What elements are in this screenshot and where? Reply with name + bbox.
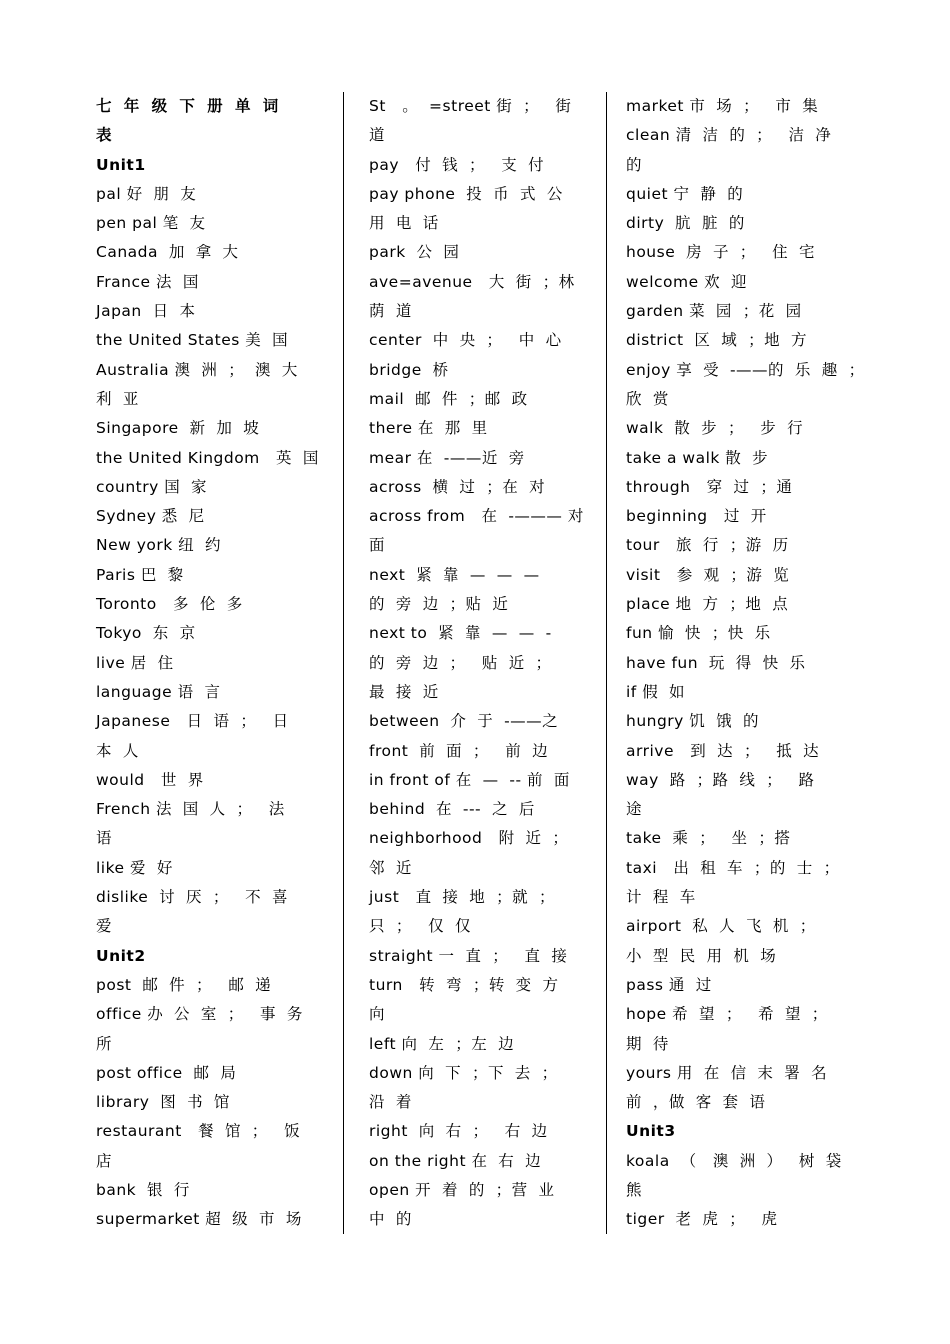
vocab-line: New york 纽 约 — [96, 536, 222, 555]
vocab-line: 只 ； 仅 仅 — [369, 917, 471, 936]
vocab-line: house 房 子 ； 住 宅 — [626, 243, 815, 262]
heading-line: 七 年 级 下 册 单 词 — [96, 97, 279, 115]
vocab-line: Australia 澳 洲 ； 澳 大 — [96, 360, 298, 379]
vocab-line: 最 接 近 — [369, 682, 439, 701]
vocab-line: Canada 加 拿 大 — [96, 243, 239, 262]
vocab-line: 计 程 车 — [626, 888, 696, 907]
column-divider-2 — [606, 92, 607, 1234]
vocab-line: place 地 方 ；地 点 — [626, 595, 789, 614]
vocab-line: arrive 到 达 ； 抵 达 — [626, 741, 820, 760]
vocab-line: open 开 着 的 ；营 业 — [369, 1180, 555, 1199]
vocab-line: straight 一 直 ； 直 接 — [369, 946, 568, 965]
vocab-line: Sydney 悉 尼 — [96, 507, 205, 526]
vocab-line: down 向 下 ；下 去 ； — [369, 1063, 558, 1082]
vocab-line: left 向 左 ；左 边 — [369, 1034, 515, 1053]
vocab-line: dirty 肮 脏 的 — [626, 214, 745, 233]
vocab-line: hungry 饥 饿 的 — [626, 712, 759, 731]
vocab-line: 中 的 — [369, 1210, 412, 1229]
vocab-line: 欣 赏 — [626, 389, 669, 408]
vocab-line: 期 待 — [626, 1034, 669, 1053]
vocab-line: garden 菜 园 ；花 园 — [626, 302, 802, 321]
vocab-line: visit 参 观 ；游 览 — [626, 565, 790, 584]
vocab-line: post 邮 件 ； 邮 递 — [96, 975, 272, 994]
vocab-line: between 介 于 -——之 — [369, 712, 559, 731]
column-divider-1 — [343, 92, 344, 1234]
column-3 — [626, 92, 866, 1235]
vocab-line: pen pal 笔 友 — [96, 214, 206, 233]
vocab-line: center 中 央 ； 中 心 — [369, 331, 562, 350]
vocab-line: take 乘 ； 坐 ；搭 — [626, 829, 791, 848]
vocab-line: hope 希 望 ； 希 望 ； — [626, 1005, 828, 1024]
vocab-line: right 向 右 ； 右 边 — [369, 1122, 548, 1141]
vocab-line: fun 愉 快 ；快 乐 — [626, 624, 771, 643]
vocab-line: there 在 那 里 — [369, 419, 488, 438]
vocab-line: taxi 出 租 车 ；的 士 ； — [626, 858, 840, 877]
vocab-line: take a walk 散 步 — [626, 448, 769, 467]
vocab-line: the United States 美 国 — [96, 331, 289, 350]
heading-line: Unit2 — [96, 946, 146, 965]
vocab-line: tiger 老 虎 ； 虎 — [626, 1210, 778, 1229]
vocab-line: 用 电 话 — [369, 214, 439, 233]
heading-line: Unit1 — [96, 155, 146, 174]
vocab-line: bridge 桥 — [369, 360, 449, 379]
vocab-line: France 法 国 — [96, 272, 199, 291]
vocab-line: mear 在 -——近 旁 — [369, 448, 525, 467]
vocab-line: just 直 接 地 ；就 ； — [369, 888, 555, 907]
vocab-line: 所 — [96, 1034, 113, 1053]
vocab-line: pay phone 投 币 式 公 — [369, 184, 563, 203]
vocab-line: 本 人 — [96, 741, 139, 760]
vocab-line: bank 银 行 — [96, 1180, 190, 1199]
vocab-line: language 语 言 — [96, 682, 221, 701]
heading-line: 表 — [96, 126, 113, 145]
vocab-line: 道 — [369, 126, 386, 145]
vocab-line: 向 — [369, 1005, 386, 1024]
vocab-line: clean 清 洁 的 ； 洁 净 — [626, 126, 832, 145]
vocab-line: 语 — [96, 829, 113, 848]
vocab-line: across 横 过 ；在 对 — [369, 477, 546, 496]
column-1 — [96, 92, 319, 1235]
vocab-line: 爱 — [96, 917, 113, 936]
vocab-line: 前 ，做 客 套 语 — [626, 1093, 766, 1112]
vocab-line: have fun 玩 得 快 乐 — [626, 653, 806, 672]
vocab-line: 小 型 民 用 机 场 — [626, 946, 777, 965]
vocab-line: 面 — [369, 536, 386, 555]
vocab-line: Tokyo 东 京 — [96, 624, 196, 643]
vocab-line: 沿 着 — [369, 1093, 412, 1112]
vocab-line: 的 旁 边 ； 贴 近 ； — [369, 653, 552, 672]
vocab-line: ave=avenue 大 街 ；林 — [369, 272, 575, 291]
vocab-line: restaurant 餐 馆 ； 饭 — [96, 1122, 301, 1141]
vocab-line: next 紧 靠 — — — — [369, 565, 540, 584]
vocab-line: quiet 宁 静 的 — [626, 184, 744, 203]
vocab-line: Paris 巴 黎 — [96, 565, 184, 584]
vocab-line: pay 付 钱 ； 支 付 — [369, 155, 545, 174]
vocab-line: dislike 讨 厌 ； 不 喜 — [96, 888, 288, 907]
vocab-line: supermarket 超 级 市 场 — [96, 1210, 302, 1229]
vocab-line: way 路 ；路 线 ； 路 — [626, 770, 815, 789]
vocab-line: through 穿 过 ；通 — [626, 477, 793, 496]
vocab-line: district 区 域 ；地 方 — [626, 331, 807, 350]
vocab-line: walk 散 步 ； 步 行 — [626, 419, 804, 438]
vocab-line: French 法 国 人 ； 法 — [96, 800, 285, 819]
vocab-line: enjoy 享 受 -——的 乐 趣 ； — [626, 360, 865, 379]
vocab-line: like 爱 好 — [96, 858, 173, 877]
vocab-line: 荫 道 — [369, 302, 412, 321]
vocab-line: Japanese 日 语 ； 日 — [96, 712, 289, 731]
vocab-line: turn 转 弯 ；转 变 方 — [369, 975, 559, 994]
vocab-line: 店 — [96, 1151, 113, 1170]
vocab-line: 途 — [626, 800, 643, 819]
vocab-line: pass 通 过 — [626, 975, 712, 994]
vocab-line: tour 旅 行 ；游 历 — [626, 536, 789, 555]
vocab-line: in front of 在 — -- 前 面 — [369, 770, 570, 789]
vocab-line: office 办 公 室 ； 事 务 — [96, 1005, 303, 1024]
vocab-line: Singapore 新 加 坡 — [96, 419, 260, 438]
vocab-line: library 图 书 馆 — [96, 1093, 230, 1112]
vocab-line: if 假 如 — [626, 682, 686, 701]
vocab-line: post office 邮 局 — [96, 1063, 237, 1082]
vocab-line: pal 好 朋 友 — [96, 184, 197, 203]
vocab-line: the United Kingdom 英 国 — [96, 448, 319, 467]
vocab-line: beginning 过 开 — [626, 507, 767, 526]
vocab-line: next to 紧 靠 — — - — [369, 624, 552, 643]
vocab-line: 邻 近 — [369, 858, 412, 877]
vocab-line: 熊 — [626, 1180, 643, 1199]
vocab-line: park 公 园 — [369, 243, 460, 262]
vocab-line: would 世 界 — [96, 770, 204, 789]
vocab-line: 利 亚 — [96, 389, 139, 408]
vocab-line: 的 旁 边 ；贴 近 — [369, 595, 509, 614]
vocab-line: airport 私 人 飞 机 ； — [626, 917, 816, 936]
vocab-line: 的 — [626, 155, 643, 174]
vocab-line: market 市 场 ； 市 集 — [626, 97, 819, 115]
vocab-line: yours 用 在 信 末 署 名 — [626, 1063, 828, 1082]
vocab-line: country 国 家 — [96, 477, 208, 496]
vocab-line: behind 在 --- 之 后 — [369, 800, 535, 819]
vocab-line: Japan 日 本 — [96, 302, 196, 321]
heading-line: Unit3 — [626, 1122, 676, 1141]
vocab-line: Toronto 多 伦 多 — [96, 595, 243, 614]
vocab-line: neighborhood 附 近 ； — [369, 829, 569, 848]
vocab-line: live 居 住 — [96, 653, 174, 672]
vocab-line: koala （ 澳 洲 ） 树 袋 — [626, 1151, 842, 1170]
vocab-line: St 。 =street 街 ； 街 — [369, 97, 572, 115]
vocab-line: on the right 在 右 边 — [369, 1151, 542, 1170]
vocab-line: mail 邮 件 ；邮 政 — [369, 389, 528, 408]
column-2 — [369, 92, 584, 1235]
vocab-line: across from 在 -——— 对 — [369, 507, 584, 526]
vocab-line: front 前 面 ； 前 边 — [369, 741, 549, 760]
vocab-line: welcome 欢 迎 — [626, 272, 747, 291]
